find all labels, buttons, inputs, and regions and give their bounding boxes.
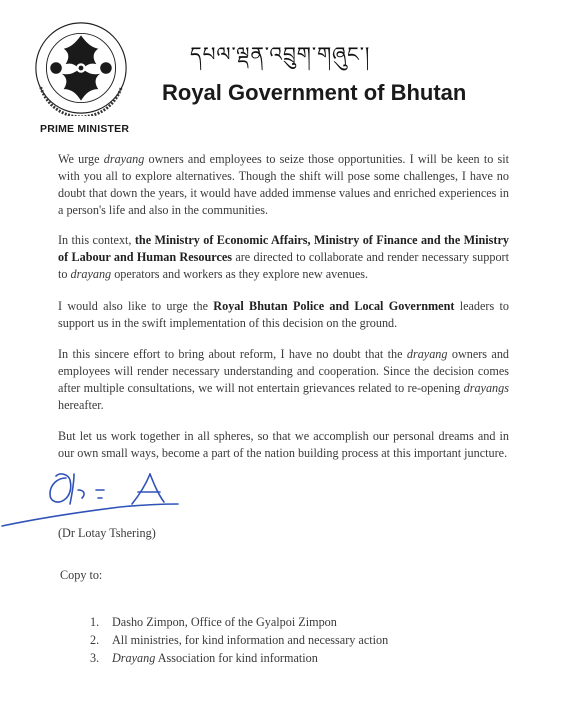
paragraph: In this sincere effort to bring about reform, I have no doubt that the drayang owners and employees will render necessary understanding and cooperation. Since the decision comes after multiple consultations, we will not entertain grievances related to re-opening drayangs hereafter. xyxy=(58,347,510,412)
list-number: 2. xyxy=(90,633,100,647)
list-number: 1. xyxy=(90,615,100,629)
government-name: Royal Government of Bhutan xyxy=(162,80,467,105)
dzongkha-title: དཔལ་ལྡན་འབྲུག་གཞུང་། xyxy=(190,42,371,66)
list-text: Dasho Zimpon, Office of the Gyalpoi Zimpon xyxy=(112,615,337,629)
office-label: PRIME MINISTER xyxy=(40,123,130,135)
list-number: 3. xyxy=(90,651,100,665)
list-item xyxy=(90,613,388,631)
list-item xyxy=(90,631,388,649)
signer-name: (Dr Lotay Tshering) xyxy=(58,526,156,540)
royal-seal-emblem xyxy=(33,20,129,116)
paragraph: But let us work together in all spheres, so that we accomplish our personal dreams and in our own small ways, become a part of the nation building process at this important juncture. xyxy=(58,429,509,460)
copy-list xyxy=(90,613,388,667)
paragraph: We urge drayang owners and employees to seize those opportunities. I will be keen to sit with you all to explore alternatives. Though the shift will pose some challenges, I have no doubt that down the years, it would have added immense values and enriched experiences in a person's life and also in the communities. xyxy=(58,152,509,217)
list-item xyxy=(90,649,388,667)
list-text: Drayang Association for kind information xyxy=(112,651,318,665)
signature xyxy=(0,460,200,530)
paragraph: In this context, the Ministry of Economic Affairs, Ministry of Finance and the Ministry of Labour and Human Resources are directed to collaborate and render necessary support to drayang operators and workers as they explore new avenues. xyxy=(58,233,509,281)
copy-to-heading: Copy to: xyxy=(60,568,103,582)
list-text: All ministries, for kind information and necessary action xyxy=(112,633,389,647)
paragraph: I would also like to urge the Royal Bhutan Police and Local Government leaders to support us in the swift implementation of this decision on the ground. xyxy=(58,299,509,330)
